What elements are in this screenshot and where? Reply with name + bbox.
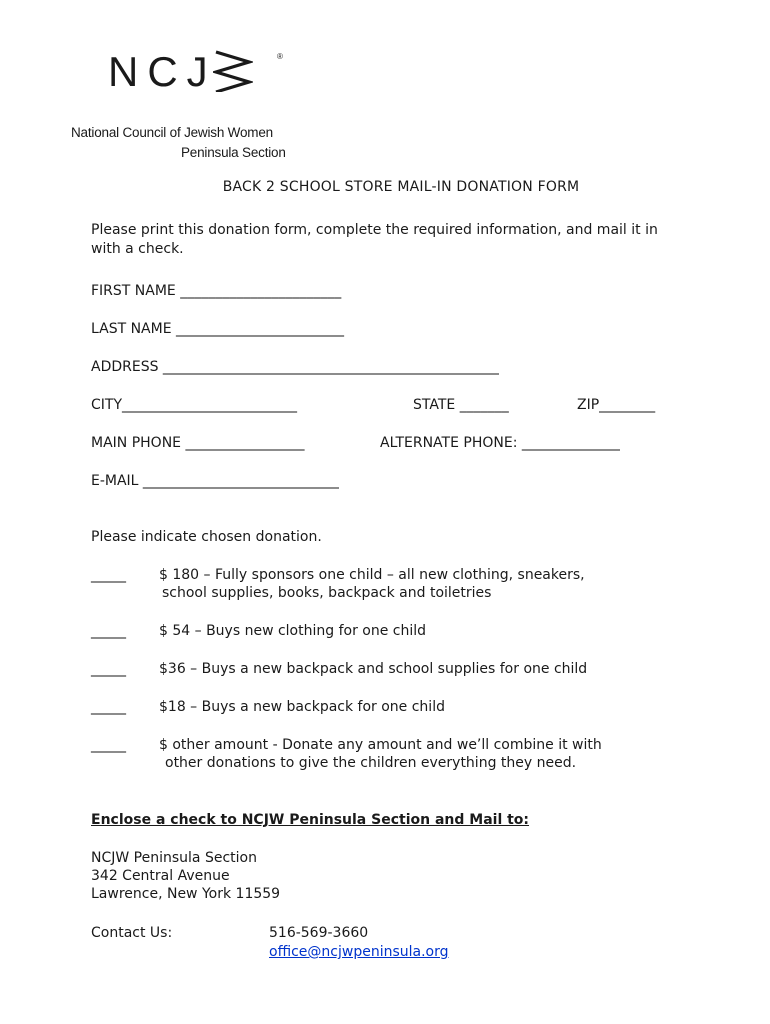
donation-option-text: $ 180 – Fully sponsors one child – all new clothing, sneakers, xyxy=(159,567,585,583)
donation-option-text-cont: school supplies, books, backpack and toiletries xyxy=(162,585,492,601)
zip-field[interactable]: ZIP________ xyxy=(577,397,656,413)
contact-phone: 516-569-3660 xyxy=(269,925,369,941)
mail-address-line-3: Lawrence, New York 11559 xyxy=(91,886,281,902)
registered-mark: ® xyxy=(277,52,283,61)
intro-line-2: with a check. xyxy=(91,241,184,257)
city-field[interactable]: CITY_________________________ xyxy=(91,397,298,413)
donation-checkbox-blank[interactable]: _____ xyxy=(91,567,126,583)
email-field[interactable]: E-MAIL ____________________________ xyxy=(91,473,339,489)
mail-address-line-2: 342 Central Avenue xyxy=(91,868,230,884)
alternate-phone-field[interactable]: ALTERNATE PHONE: ______________ xyxy=(380,435,620,451)
donation-option-text: $ 54 – Buys new clothing for one child xyxy=(159,623,427,639)
contact-label: Contact Us: xyxy=(91,925,173,941)
donation-prompt: Please indicate chosen donation. xyxy=(91,529,322,545)
main-phone-field[interactable]: MAIN PHONE _________________ xyxy=(91,435,305,451)
intro-line-1: Please print this donation form, complete the required information, and mail it in xyxy=(91,222,658,238)
donation-checkbox-blank[interactable]: _____ xyxy=(91,699,126,715)
mail-address-line-1: NCJW Peninsula Section xyxy=(91,850,257,866)
state-field[interactable]: STATE _______ xyxy=(413,397,509,413)
donation-option-text: $ other amount - Donate any amount and we’ll combine it with xyxy=(159,737,602,753)
mail-heading: Enclose a check to NCJW Peninsula Section and Mail to: xyxy=(91,812,530,828)
donation-option-text: $18 – Buys a new backpack for one child xyxy=(159,699,445,715)
form-title: BACK 2 SCHOOL STORE MAIL-IN DONATION FORM xyxy=(222,179,580,195)
donation-option-text-cont: other donations to give the children everything they need. xyxy=(165,755,577,771)
address-field[interactable]: ADDRESS ________________________________________________ xyxy=(91,359,499,375)
logo-letters: NCJ xyxy=(108,48,217,95)
logo-mark xyxy=(108,42,253,102)
last-name-field[interactable]: LAST NAME ________________________ xyxy=(91,321,345,337)
donation-checkbox-blank[interactable]: _____ xyxy=(91,661,126,677)
logo-w-icon xyxy=(213,48,253,92)
org-section: Peninsula Section xyxy=(181,145,286,160)
donation-checkbox-blank[interactable]: _____ xyxy=(91,623,126,639)
contact-email-link[interactable]: office@ncjwpeninsula.org xyxy=(269,944,449,960)
donation-option-text: $36 – Buys a new backpack and school supplies for one child xyxy=(159,661,588,677)
first-name-field[interactable]: FIRST NAME _______________________ xyxy=(91,283,342,299)
org-name: National Council of Jewish Women xyxy=(71,125,273,140)
donation-checkbox-blank[interactable]: _____ xyxy=(91,737,126,753)
